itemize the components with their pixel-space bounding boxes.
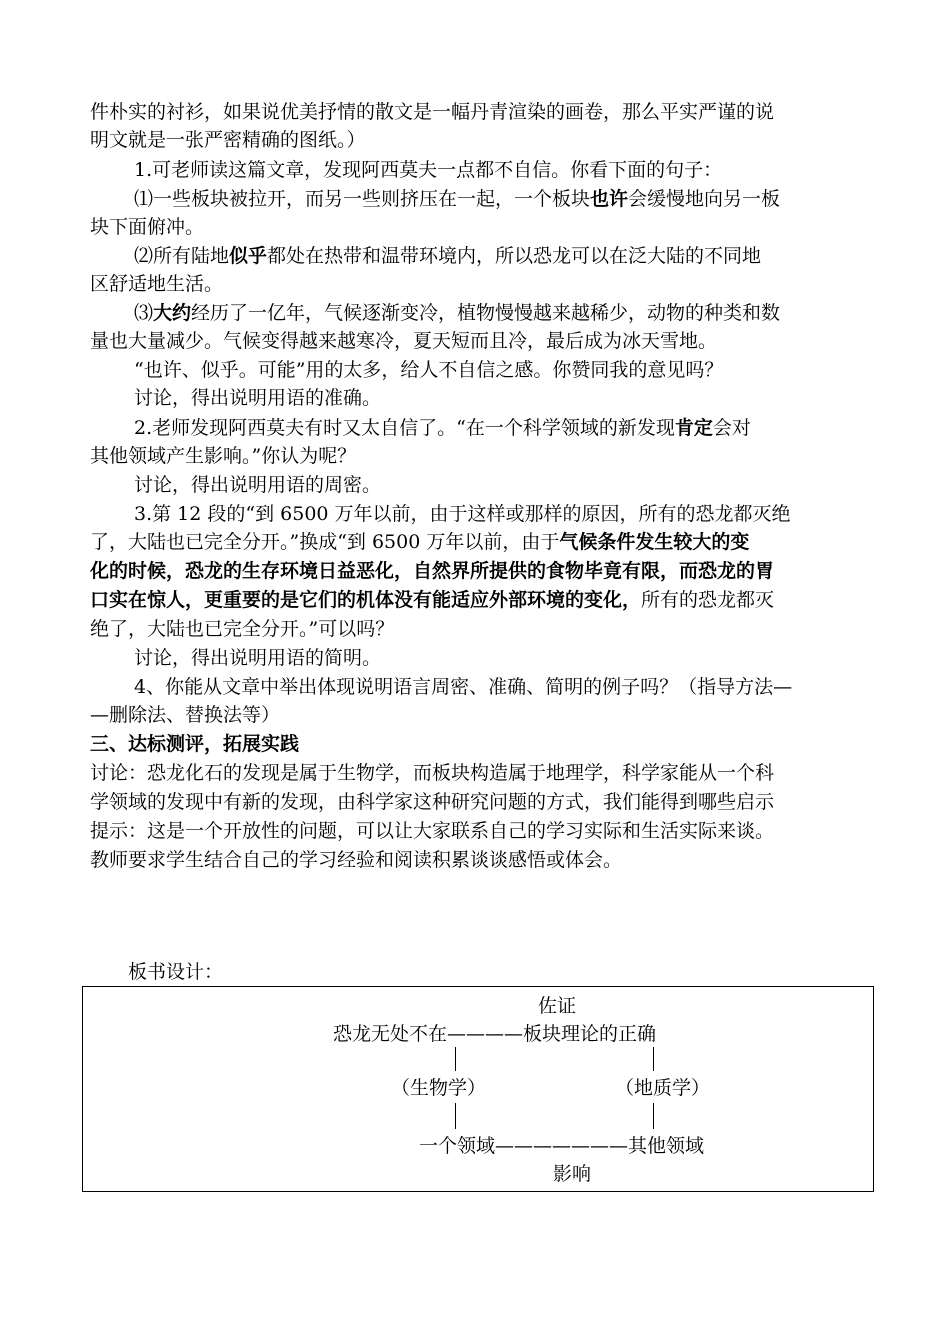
- board-top-row: 恐龙无处不在————板块理论的正确: [333, 1023, 657, 1045]
- text-run: 都处在热带和温带环境内，所以恐龙可以在泛大陆的不同地: [267, 245, 762, 267]
- board-top-caption: 佐证: [538, 995, 577, 1017]
- board-design-box: [82, 986, 874, 1192]
- question-2: [134, 414, 870, 442]
- emphasis-phrase: 口实在惊人，更重要的是它们的机体没有能适应外部环境的变化，: [90, 589, 642, 611]
- emphasis-word: 也许: [590, 188, 629, 210]
- paragraph-line: 学领域的发现中有新的发现，由科学家这种研究问题的方式，我们能得到哪些启示: [90, 791, 775, 813]
- paragraph-line: 件朴实的衬衫，如果说优美抒情的散文是一幅丹青渲染的画卷，那么平实严谨的说: [90, 101, 775, 123]
- example-sentence-2: [134, 242, 870, 270]
- emphasis-word: 大约: [153, 302, 192, 324]
- example-sentence-3: [134, 299, 870, 327]
- text-run: ⑶: [134, 302, 154, 324]
- paragraph-line: 讨论：恐龙化石的发现是属于生物学，而板块构造属于地理学，科学家能从一个科: [90, 762, 775, 784]
- board-right-mid: （地质学）: [615, 1077, 711, 1099]
- connector-line: [653, 1047, 654, 1071]
- example-sentence-1: [134, 185, 870, 213]
- question-3: 3.第 12 段的“到 6500 万年以前，由于这样或那样的原因，所有的恐龙都灭绝: [134, 503, 791, 525]
- paragraph-line: 讨论，得出说明用语的周密。: [134, 474, 382, 496]
- connector-line: [455, 1103, 456, 1129]
- paragraph-line: 其他领域产生影响。”你认为呢？: [90, 445, 357, 467]
- question-1: 1.可老师读这篇文章，发现阿西莫夫一点都不自信。你看下面的句子：: [134, 159, 723, 181]
- paragraph-line: 讨论，得出说明用语的准确。: [134, 387, 382, 409]
- emphasis-line: 化的时候，恐龙的生存环境日益恶化，自然界所提供的食物毕竟有限，而恐龙的胃: [90, 560, 775, 582]
- paragraph-line: “也许、似乎。可能”用的太多，给人不自信之感。你赞同我的意见吗？: [134, 359, 724, 381]
- connector-line: [455, 1047, 456, 1071]
- connector-line: [653, 1103, 654, 1129]
- board-bottom-caption: 影响: [553, 1163, 592, 1185]
- emphasis-word: 肯定: [674, 417, 713, 439]
- section-heading: 三、达标测评，拓展实践: [90, 733, 300, 755]
- board-left-mid: （生物学）: [391, 1077, 487, 1099]
- question-4: 4、你能从文章中举出体现说明语言周密、准确、简明的例子吗？（指导方法—: [134, 676, 793, 698]
- emphasis-phrase: 气候条件发生较大的变: [559, 531, 750, 553]
- paragraph-line: 块下面俯冲。: [90, 216, 205, 238]
- emphasis-word: 似乎: [229, 245, 268, 267]
- paragraph-line: [90, 586, 870, 614]
- paragraph-line: 提示：这是一个开放性的问题，可以让大家联系自己的学习实际和生活实际来谈。: [90, 820, 775, 842]
- text-run: 2.老师发现阿西莫夫有时又太自信了。“在一个科学领域的新发现: [134, 417, 675, 439]
- paragraph-line: [90, 528, 870, 556]
- paragraph-line: 明文就是一张严密精确的图纸。）: [90, 129, 366, 151]
- paragraph-line: 教师要求学生结合自己的学习经验和阅读积累谈谈感悟或体会。: [90, 849, 623, 871]
- board-bottom-row: 一个领域———————其他领域: [419, 1135, 705, 1157]
- paragraph-line: 区舒适地生活。: [90, 273, 224, 295]
- text-run: ⑵所有陆地: [134, 245, 230, 267]
- text-run: 所有的恐龙都灭: [641, 589, 775, 611]
- text-run: 了，大陆也已完全分开。”换成“到 6500 万年以前，由于: [90, 531, 560, 553]
- paragraph-line: 量也大量减少。气候变得越来越寒冷，夏天短而且冷，最后成为冰天雪地。: [90, 330, 718, 352]
- paragraph-line: 讨论，得出说明用语的简明。: [134, 647, 382, 669]
- text-run: 会缓慢地向另一板: [628, 188, 781, 210]
- text-run: ⑴一些板块被拉开，而另一些则挤压在一起，一个板块: [134, 188, 591, 210]
- text-run: 会对: [712, 417, 751, 439]
- paragraph-line: 绝了，大陆也已完全分开。”可以吗？: [90, 618, 395, 640]
- board-design-label: 板书设计：: [128, 961, 224, 983]
- text-run: 经历了一亿年，气候逐渐变冷，植物慢慢越来越稀少，动物的种类和数: [191, 302, 781, 324]
- paragraph-line: —删除法、替换法等）: [90, 704, 281, 726]
